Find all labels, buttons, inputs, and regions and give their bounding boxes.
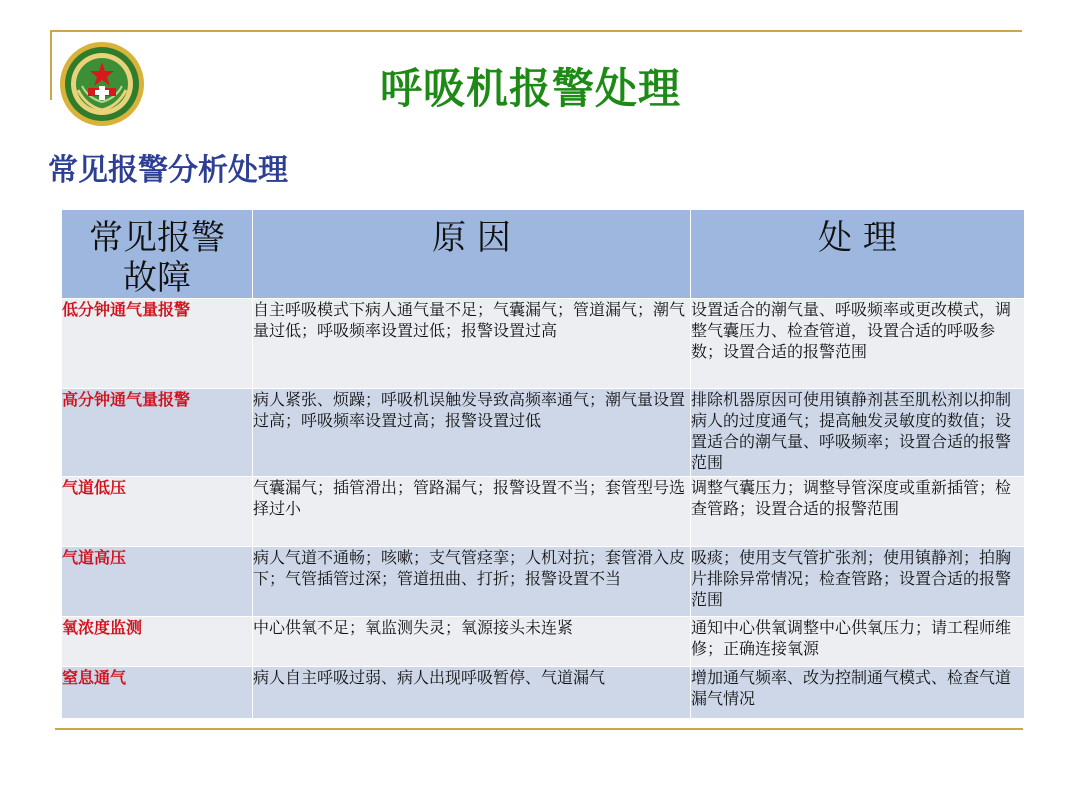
page-title: 呼吸机报警处理 [380,64,682,113]
table-row [62,477,1025,547]
action-cell: 通知中心供氧调整中心供氧压力；请工程师维修；正确连接氧源 [691,617,1025,667]
action-cell: 设置适合的潮气量、呼吸频率或更改模式，调整气囊压力、检查管道，设置合适的呼吸参数；设置合适的报警范围 [691,299,1025,389]
table-row [62,389,1025,477]
cause-cell: 病人自主呼吸过弱、病人出现呼吸暂停、气道漏气 [253,667,691,719]
header-action: 处 理 [691,210,1025,299]
cause-cell: 中心供氧不足；氧监测失灵；氧源接头未连紧 [253,617,691,667]
action-cell: 吸痰；使用支气管扩张剂；使用镇静剂；拍胸片排除异常情况；检查管路；设置合适的报警范围 [691,547,1025,617]
bottom-divider [55,728,1023,730]
top-divider [50,30,1022,32]
left-divider [50,30,52,100]
cause-cell: 气囊漏气；插管滑出；管路漏气；报警设置不当；套管型号选择过小 [253,477,691,547]
table-row [62,667,1025,719]
military-medical-emblem-icon [58,40,146,128]
action-cell: 增加通气频率、改为控制通气模式、检查气道漏气情况 [691,667,1025,719]
section-subtitle: 常见报警分析处理 [48,153,288,188]
table-header-row [62,210,1025,299]
alarm-cell: 高分钟通气量报警 [62,389,253,477]
cause-cell: 自主呼吸模式下病人通气量不足；气囊漏气；管道漏气；潮气量过低；呼吸频率设置过低；报警设置过高 [253,299,691,389]
action-cell: 调整气囊压力；调整导管深度或重新插管；检查管路；设置合适的报警范围 [691,477,1025,547]
table-row [62,299,1025,389]
alarm-cell: 窒息通气 [62,667,253,719]
table-row [62,547,1025,617]
cause-cell: 病人气道不通畅；咳嗽；支气管痉挛；人机对抗；套管滑入皮下；气管插管过深；管道扭曲、打折；报警设置不当 [253,547,691,617]
cause-cell: 病人紧张、烦躁；呼吸机误触发导致高频率通气；潮气量设置过高；呼吸频率设置过高；报警设置过低 [253,389,691,477]
alarm-table [61,209,1025,719]
action-cell: 排除机器原因可使用镇静剂甚至肌松剂以抑制病人的过度通气；提高触发灵敏度的数值；设置适合的潮气量、呼吸频率；设置合适的报警范围 [691,389,1025,477]
alarm-cell: 气道低压 [62,477,253,547]
alarm-cell: 低分钟通气量报警 [62,299,253,389]
alarm-cell: 气道高压 [62,547,253,617]
header-alarm: 常见报警故障 [62,210,253,299]
header-cause: 原 因 [253,210,691,299]
table-row [62,617,1025,667]
alarm-cell: 氧浓度监测 [62,617,253,667]
